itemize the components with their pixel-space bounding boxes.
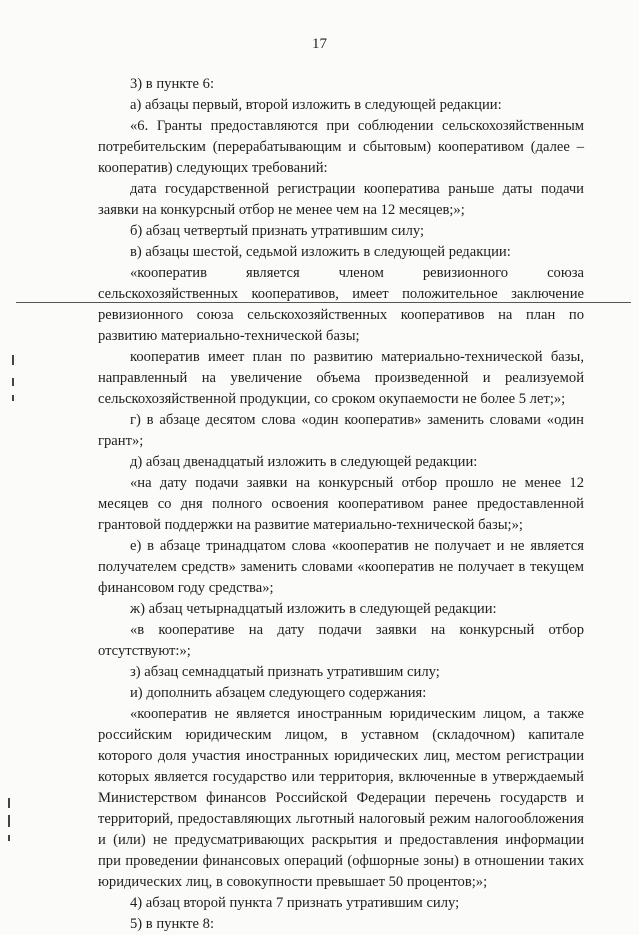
paragraph: г) в абзаце десятом слова «один кооператив» заменить словами «один грант»; [98,412,584,449]
page-number: 17 [312,36,327,52]
paragraph: «6. Гранты предоставляются при соблюдении сельскохозяйственным потребительским (перерабатывающим и сбытовым) кооперативом (далее – кооператив) следующих требований: [98,118,584,176]
paragraph: з) абзац семнадцатый признать утратившим силу; [130,664,440,680]
paragraph: «кооператив не является иностранным юридическим лицом, а также российским юридическим лицом, в уставном (складочном) капитале которого доля участия иностранных юридических лиц, местом регистрации которых является государство или территория, включенные в утверждаемый Министерством финансов Российской Федерации перечень государств и территорий, предоставляющих льготный налоговый режим налогообложения и (или) не предусматривающих раскрытия и предоставления информации при проведении финансовых операций (офшорные зоны) в отношении таких юридических лиц, в совокупности превышает 50 процентов;»; [98,706,584,890]
paragraph: «в кооперативе на дату подачи заявки на конкурсный отбор отсутствуют:»; [98,622,584,659]
scan-line-artifact [16,302,631,303]
paragraph: 3) в пункте 6: [130,76,215,92]
paragraph: и) дополнить абзацем следующего содержания: [130,685,427,701]
paragraph: дата государственной регистрации кооператива раньше даты подачи заявки на конкурсный отбор не менее чем на 12 месяцев;»; [98,181,584,218]
paragraph: в) абзацы шестой, седьмой изложить в следующей редакции: [130,244,511,260]
paragraph: д) абзац двенадцатый изложить в следующей редакции: [130,454,478,470]
paragraph: ж) абзац четырнадцатый изложить в следующей редакции: [130,601,497,617]
paragraph: 5) в пункте 8: [130,916,215,932]
paragraph: «на дату подачи заявки на конкурсный отбор прошло не менее 12 месяцев со дня полного освоения кооперативом ранее предоставленной грантовой поддержки на развитие материально-технической базы;»; [98,475,584,533]
paragraph: б) абзац четвертый признать утратившим силу; [130,223,425,239]
paragraph: е) в абзаце тринадцатом слова «кооператив не получает и не является получателем средств» заменить словами «кооператив не получает в текущем финансовом году средства»; [98,538,584,596]
document-body [98,74,584,935]
paragraph: а) абзацы первый, второй изложить в следующей редакции: [130,97,502,113]
paragraph: 4) абзац второй пункта 7 признать утратившим силу; [130,895,460,911]
paragraph: «кооператив является членом ревизионного союза сельскохозяйственных кооперативов, имеет положительное заключение ревизионного союза сельскохозяйственных кооперативов на план по развитию материально-технической базы; [98,265,584,344]
paragraph: кооператив имеет план по развитию материально-технической базы, направленный на увеличение объема произведенной и реализуемой сельскохозяйственной продукции, со сроком окупаемости не более 5 лет;»; [98,349,584,407]
